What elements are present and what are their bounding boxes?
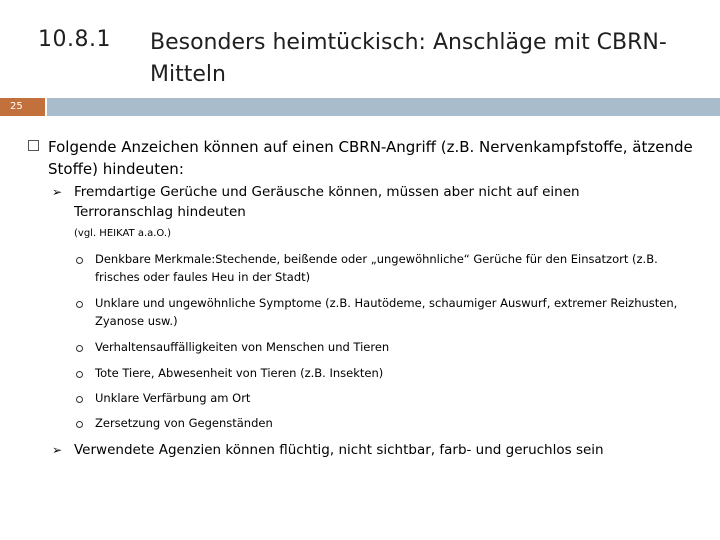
- arrow-bullet-icon: ➢: [52, 443, 63, 457]
- header-bar: [0, 98, 720, 116]
- circle-bullet-icon: [76, 345, 83, 352]
- list-item: [76, 250, 696, 286]
- sub-bullet-2: [52, 440, 662, 460]
- list-item-text: Zersetzung von Gegenständen: [95, 416, 273, 430]
- list-item: [76, 294, 696, 330]
- list-item: [76, 338, 696, 356]
- slide-title: Besonders heimtückisch: Anschläge mit CBRN-Mitteln: [150, 30, 667, 87]
- circle-bullet-icon: [76, 371, 83, 378]
- list-item-text: Unklare und ungewöhnliche Symptome (z.B. Hautödeme, schaumiger Auswurf, extremer Reizhusten, Zyanose usw.): [95, 296, 678, 328]
- reference-note: (vgl. HEIKAT a.a.O.): [74, 228, 171, 239]
- sub-bullet-1-text: Fremdartige Gerüche und Geräusche können, müssen aber nicht auf einen Terroranschlag hindeuten: [74, 184, 580, 220]
- header-bar-fill: [47, 98, 720, 116]
- list-item-text: Unklare Verfärbung am Ort: [95, 391, 251, 405]
- list-item-text: Verhaltensauffälligkeiten von Menschen und Tieren: [95, 340, 390, 354]
- sub-bullet-1: [52, 182, 662, 222]
- section-number: 10.8.1: [38, 27, 111, 52]
- list-item: [76, 414, 696, 432]
- list-item-text: Denkbare Merkmale:Stechende, beißende oder „ungewöhnliche“ Gerüche für den Einsatzort (z.B. frisches oder faules Heu in der Stadt): [95, 252, 658, 284]
- main-bullet-text: Folgende Anzeichen können auf einen CBRN-Angriff (z.B. Nervenkampfstoffe, ätzende Stoffe) hindeuten:: [48, 138, 693, 178]
- square-bullet-icon: [28, 140, 39, 151]
- sub-bullet-2-text: Verwendete Agenzien können flüchtig, nicht sichtbar, farb- und geruchlos sein: [74, 442, 604, 458]
- circle-bullet-icon: [76, 396, 83, 403]
- circle-bullet-icon: [76, 257, 83, 264]
- list-item: [76, 364, 696, 382]
- list-item-text: Tote Tiere, Abwesenheit von Tieren (z.B. Insekten): [95, 366, 384, 380]
- arrow-bullet-icon: ➢: [52, 185, 63, 199]
- circle-bullet-icon: [76, 301, 83, 308]
- main-bullet: [28, 136, 698, 180]
- page-number: 25: [0, 98, 45, 116]
- circle-bullet-icon: [76, 421, 83, 428]
- list-item: [76, 389, 696, 407]
